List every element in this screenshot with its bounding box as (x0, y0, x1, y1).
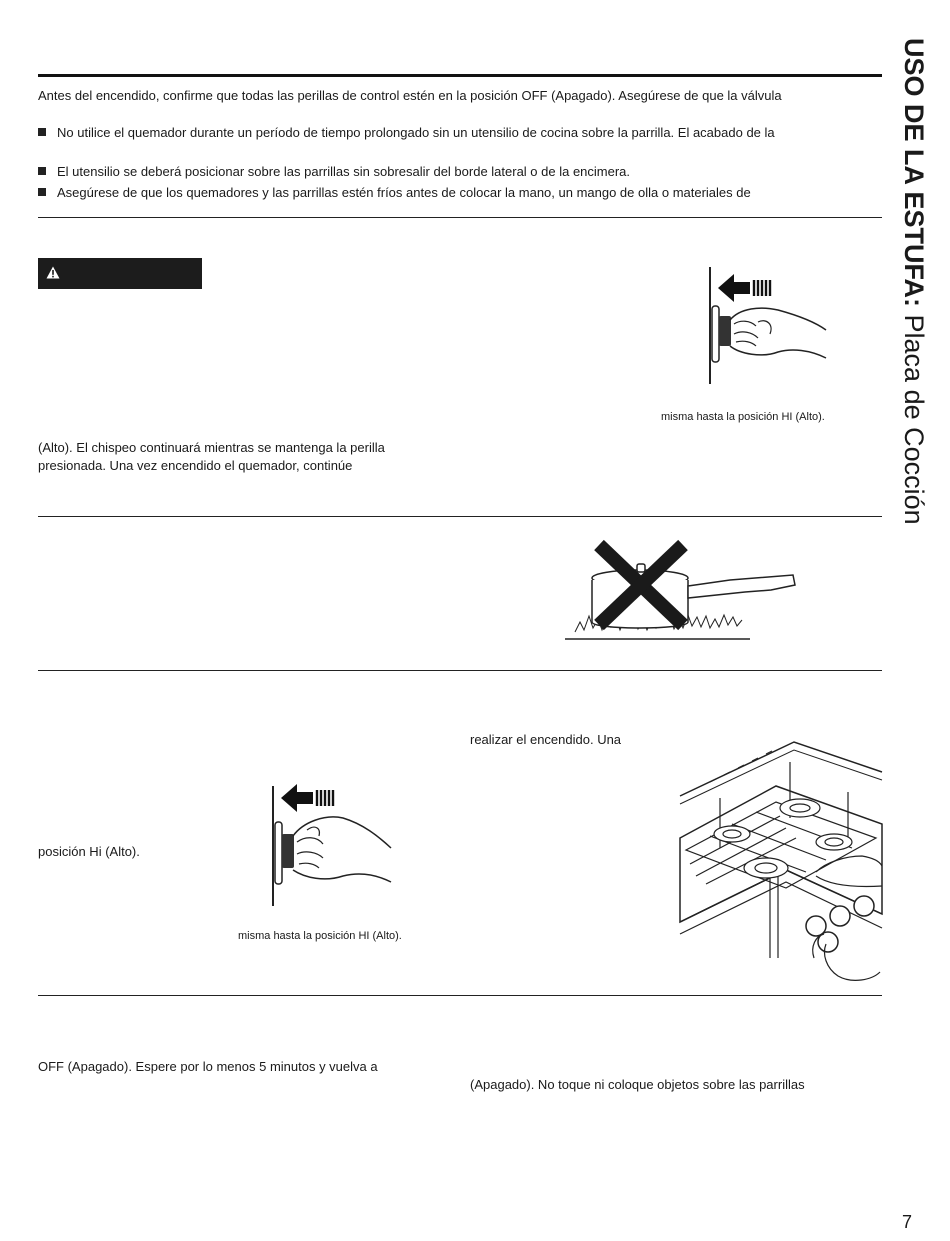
manual-left-text: posición Hi (Alto). (38, 844, 140, 859)
illustration-caption: misma hasta la posición HI (Alto). (661, 411, 825, 423)
side-title-bold: USO DE LA ESTUFA: (899, 38, 929, 308)
manual-right-text: realizar el encendido. Una (470, 732, 622, 747)
off-right-text: (Apagado). No toque ni coloque objetos sobre las parrillas (470, 1077, 805, 1092)
section-divider (38, 217, 882, 218)
illustration-caption: misma hasta la posición HI (Alto). (238, 930, 402, 942)
page-number: 7 (901, 1212, 912, 1232)
section-divider (38, 670, 882, 671)
side-title-normal: Placa de Cocción (899, 314, 929, 525)
side-title (898, 38, 930, 525)
bullet-text: Asegúrese de que los quemadores y las parrillas estén fríos antes de colocar la mano, un mango de olla o materiales de (57, 185, 751, 200)
knob-push-illustration (700, 262, 830, 387)
warning-banner (38, 258, 202, 289)
off-left-text: OFF (Apagado). Espere por lo menos 5 minutos y vuelva a (38, 1059, 378, 1074)
list-item (38, 162, 630, 182)
list-item (38, 183, 751, 203)
bullet-text: El utensilio se deberá posicionar sobre las parrillas sin sobresalir del borde lateral o de la encimera. (57, 164, 631, 179)
cooktop-lighting-illustration (676, 738, 882, 984)
pot-crossed-illustration (565, 540, 797, 642)
section-divider (38, 995, 882, 996)
section-divider (38, 516, 882, 517)
lighting-text-line: (Alto). El chispeo continuará mientras se mantenga la perilla (38, 440, 385, 455)
lighting-text-line: presionada. Una vez encendido el quemador, continúe (38, 458, 353, 473)
intro-paragraph: Antes del encendido, confirme que todas las perillas de control estén en la posición OFF (Apagado). Asegúrese de que la válvula (38, 88, 782, 103)
list-item (38, 123, 775, 143)
bullet-text: No utilice el quemador durante un período de tiempo prolongado sin un utensilio de cocina sobre la parrilla. El acabado de la (57, 125, 775, 140)
warning-triangle-icon (46, 266, 60, 279)
section-divider (38, 74, 882, 77)
knob-push-illustration (263, 784, 393, 909)
